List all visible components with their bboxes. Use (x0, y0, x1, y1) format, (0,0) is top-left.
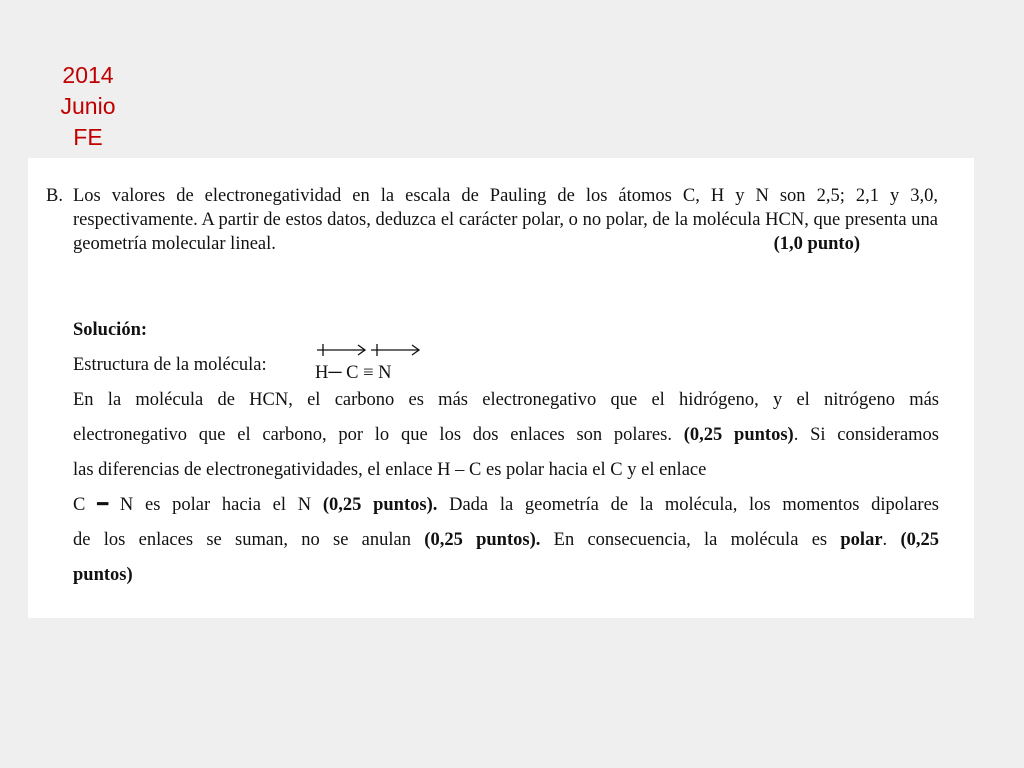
structure-label: Estructura de la molécula: (73, 355, 267, 375)
question-text: Los valores de electronegatividad en la escala de Pauling de los átomos C, H y N son 2,5; 2,1 y 3,0, respectivamente. A partir de estos datos, deduzca el carácter polar, o no polar, de la molécula HCN, que presenta una geometría molecular lineal. (73, 186, 938, 254)
solution-line-3: las diferencias de electronegatividades, el enlace H – C es polar hacia el C y el enlace (73, 460, 707, 480)
structure-line (73, 353, 939, 383)
triple-bond: ≡ (363, 363, 374, 383)
year: 2014 (62, 62, 114, 88)
hcn-formula (315, 341, 435, 381)
question-block (46, 184, 938, 256)
question-points: (1,0 punto) (773, 234, 860, 254)
solution-title: Solución: (73, 320, 148, 340)
atom-h: H (315, 363, 329, 383)
atom-c: C (346, 363, 359, 383)
solution-line-4: C ━ N es polar hacia el N (0,25 puntos). Dada la geometría de la molécula, los momentos dipolares (73, 495, 939, 515)
month: Junio (60, 93, 116, 119)
question-letter: B. (46, 186, 63, 206)
solution-line-2: electronegativo que el carbono, por lo que los dos enlaces son polares. (0,25 puntos). Si consideramos (73, 425, 939, 445)
solution-line-6: puntos) (73, 565, 133, 585)
year-label (40, 60, 136, 153)
document-page (28, 158, 974, 618)
exam-code: FE (73, 124, 103, 150)
single-bond: ─ (328, 363, 342, 383)
solution-line-1: En la molécula de HCN, el carbono es más electronegativo que el hidrógeno, y el nitrógeno más (73, 390, 939, 410)
solution-line-5: de los enlaces se suman, no se anulan (0,25 puntos). En consecuencia, la molécula es polar. (0,25 (73, 530, 939, 550)
formula-atoms (315, 361, 392, 385)
dipole-arrows-icon (315, 341, 425, 357)
atom-n: N (378, 363, 392, 383)
